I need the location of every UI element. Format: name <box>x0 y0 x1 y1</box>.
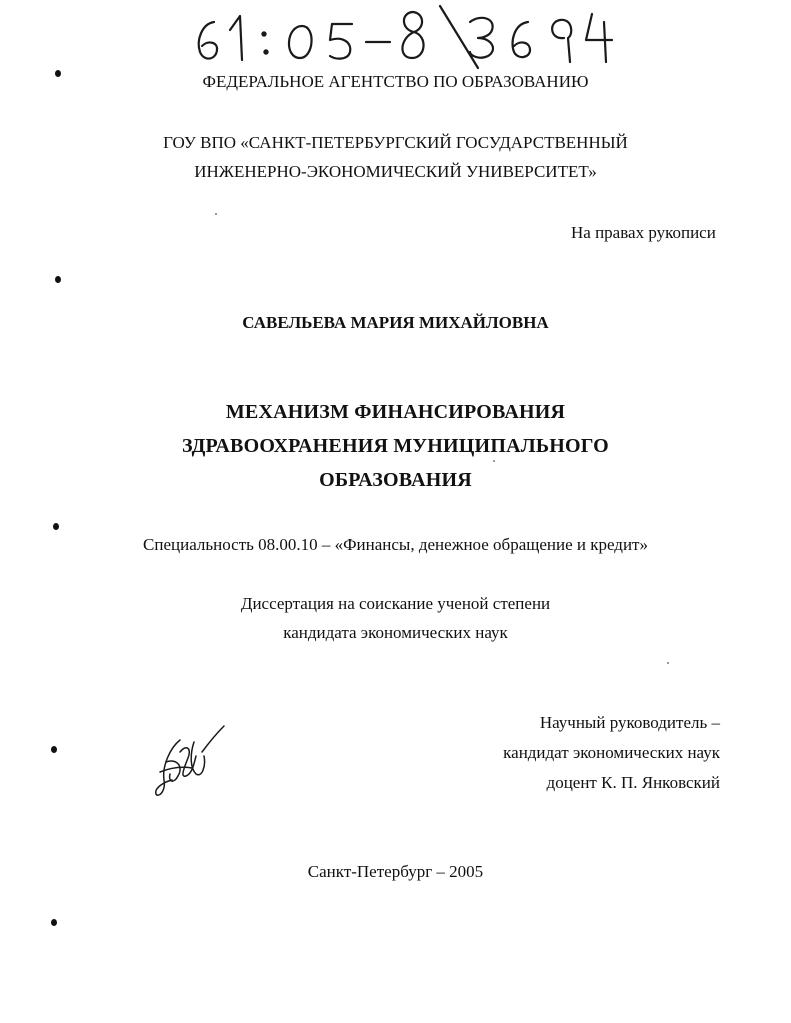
scan-artifact-dot <box>51 919 57 926</box>
scan-artifact-dot <box>53 523 59 530</box>
dissertation-title-line-3: ОБРАЗОВАНИЯ <box>319 469 472 491</box>
degree-line-2: кандидата экономических наук <box>283 623 508 642</box>
supervisor-line-3: доцент К. П. Янковский <box>546 773 720 792</box>
university-line-1: ГОУ ВПО «САНКТ-ПЕТЕРБУРГСКИЙ ГОСУДАРСТВЕННЫЙ <box>163 133 628 152</box>
manuscript-rights-note: На правах рукописи <box>571 223 716 242</box>
handwritten-archive-mark <box>180 0 640 70</box>
supervisor-line-2: кандидат экономических наук <box>503 743 720 762</box>
supervisor-line-1: Научный руководитель – <box>539 713 720 732</box>
university-line-2: ИНЖЕНЕРНО-ЭКОНОМИЧЕСКИЙ УНИВЕРСИТЕТ» <box>194 162 597 181</box>
scan-artifact-speck <box>667 662 669 664</box>
specialty-line: Специальность 08.00.10 – «Финансы, денежное обращение и кредит» <box>143 535 648 554</box>
place-and-year: Санкт-Петербург – 2005 <box>307 862 484 881</box>
dissertation-title-line-1: МЕХАНИЗМ ФИНАНСИРОВАНИЯ <box>225 401 566 423</box>
dissertation-title-line-2: ЗДРАВООХРАНЕНИЯ МУНИЦИПАЛЬНОГО <box>182 435 609 457</box>
scan-artifact-dot <box>55 276 61 283</box>
author-name: САВЕЛЬЕВА МАРИЯ МИХАЙЛОВНА <box>242 313 549 332</box>
scan-artifact-dot <box>55 70 61 77</box>
degree-line-1: Диссертация на соискание ученой степени <box>240 594 551 613</box>
scan-artifact-dot <box>51 746 57 753</box>
signature <box>150 722 230 804</box>
agency-heading: ФЕДЕРАЛЬНОЕ АГЕНТСТВО ПО ОБРАЗОВАНИЮ <box>202 72 589 91</box>
scan-artifact-speck <box>493 460 495 462</box>
scan-artifact-speck <box>215 213 217 215</box>
